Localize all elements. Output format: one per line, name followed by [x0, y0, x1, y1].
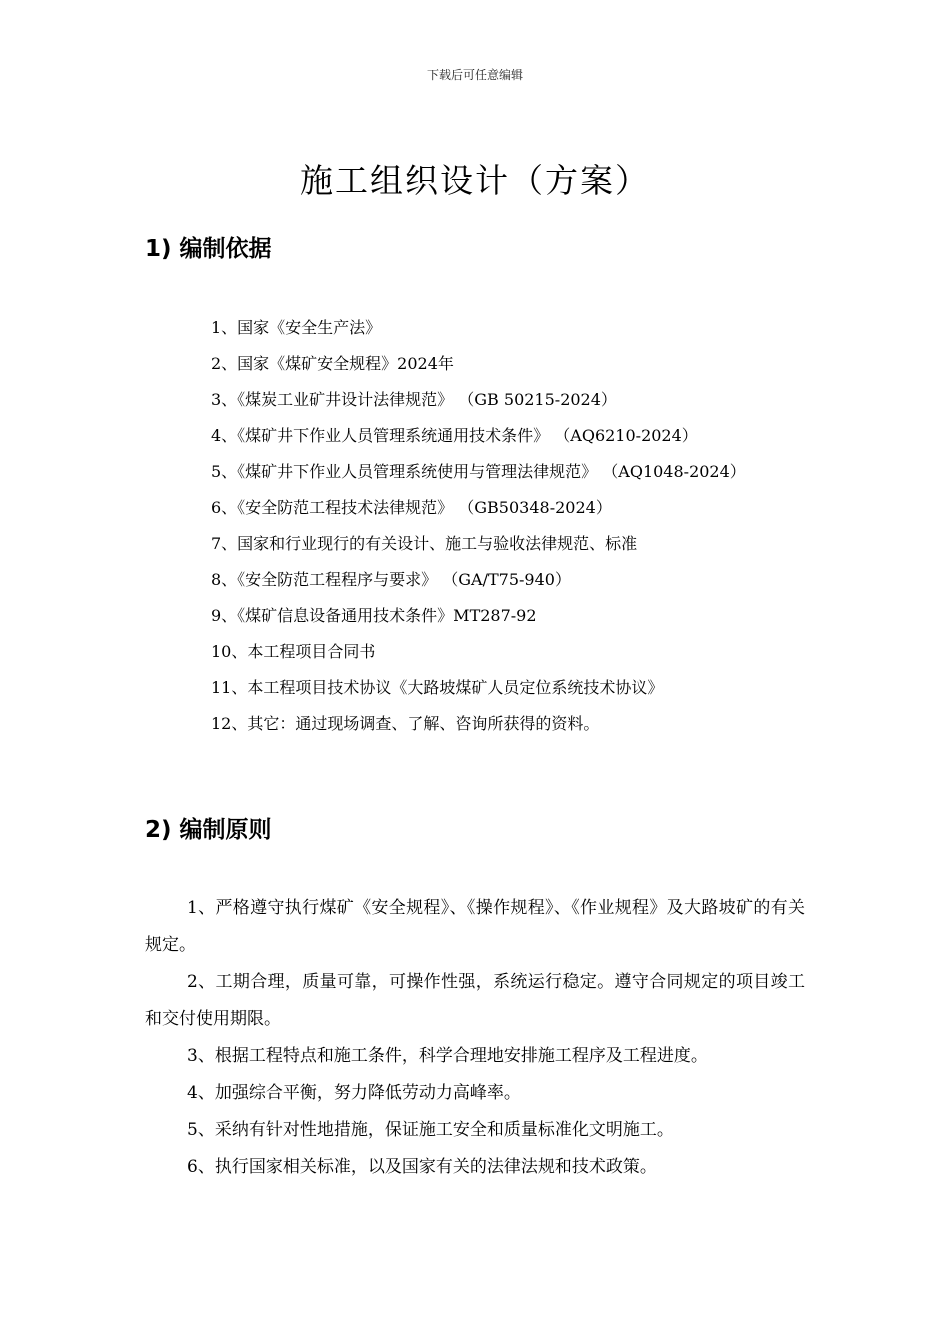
- list-item: 10、本工程项目合同书: [211, 642, 376, 661]
- list-item: 5、《煤矿井下作业人员管理系统使用与管理法律规范》 （AQ1048-2024）: [211, 462, 746, 481]
- list-item: 4、《煤矿井下作业人员管理系统通用技术条件》 （AQ6210-2024）: [211, 426, 698, 445]
- list-item: 6、执行国家相关标准，以及国家有关的法律法规和技术政策。: [187, 1157, 657, 1177]
- principle-list: [145, 890, 805, 1186]
- list-item: 5、采纳有针对性地措施，保证施工安全和质量标准化文明施工。: [187, 1120, 674, 1140]
- basis-list: [145, 310, 805, 742]
- list-item: 4、加强综合平衡，努力降低劳动力高峰率。: [187, 1083, 521, 1103]
- list-item: 6、《安全防范工程技术法律规范》 （GB50348-2024）: [211, 498, 612, 517]
- list-item: 8、《安全防范工程程序与要求》 （GA/T75-940）: [211, 570, 571, 589]
- list-item: 1、国家《安全生产法》: [211, 318, 382, 337]
- list-item: 9、《煤矿信息设备通用技术条件》MT287-92: [211, 606, 537, 625]
- section-heading-basis: 1) 编制依据: [145, 236, 272, 262]
- list-item: 12、其它：通过现场调查、了解、咨询所获得的资料。: [211, 714, 600, 733]
- list-item: 2、国家《煤矿安全规程》2024年: [211, 354, 454, 373]
- header-note: 下载后可任意编辑: [426, 68, 523, 82]
- list-item: 7、国家和行业现行的有关设计、施工与验收法律规范、标准: [211, 534, 638, 553]
- list-item: 1、严格遵守执行煤矿《安全规程》、《操作规程》、《作业规程》及大路坡矿的有关规定。: [145, 898, 805, 955]
- document-title: 施工组织设计（方案）: [300, 161, 650, 200]
- list-item: 3、根据工程特点和施工条件，科学合理地安排施工程序及工程进度。: [187, 1046, 708, 1066]
- list-item: 2、工期合理，质量可靠，可操作性强，系统运行稳定。遵守合同规定的项目竣工和交付使用期限。: [145, 972, 805, 1029]
- list-item: 11、本工程项目技术协议《大路坡煤矿人员定位系统技术协议》: [211, 678, 664, 697]
- section-heading-principles: 2) 编制原则: [145, 817, 272, 843]
- list-item: 3、《煤炭工业矿井设计法律规范》 （GB 50215-2024）: [211, 390, 617, 409]
